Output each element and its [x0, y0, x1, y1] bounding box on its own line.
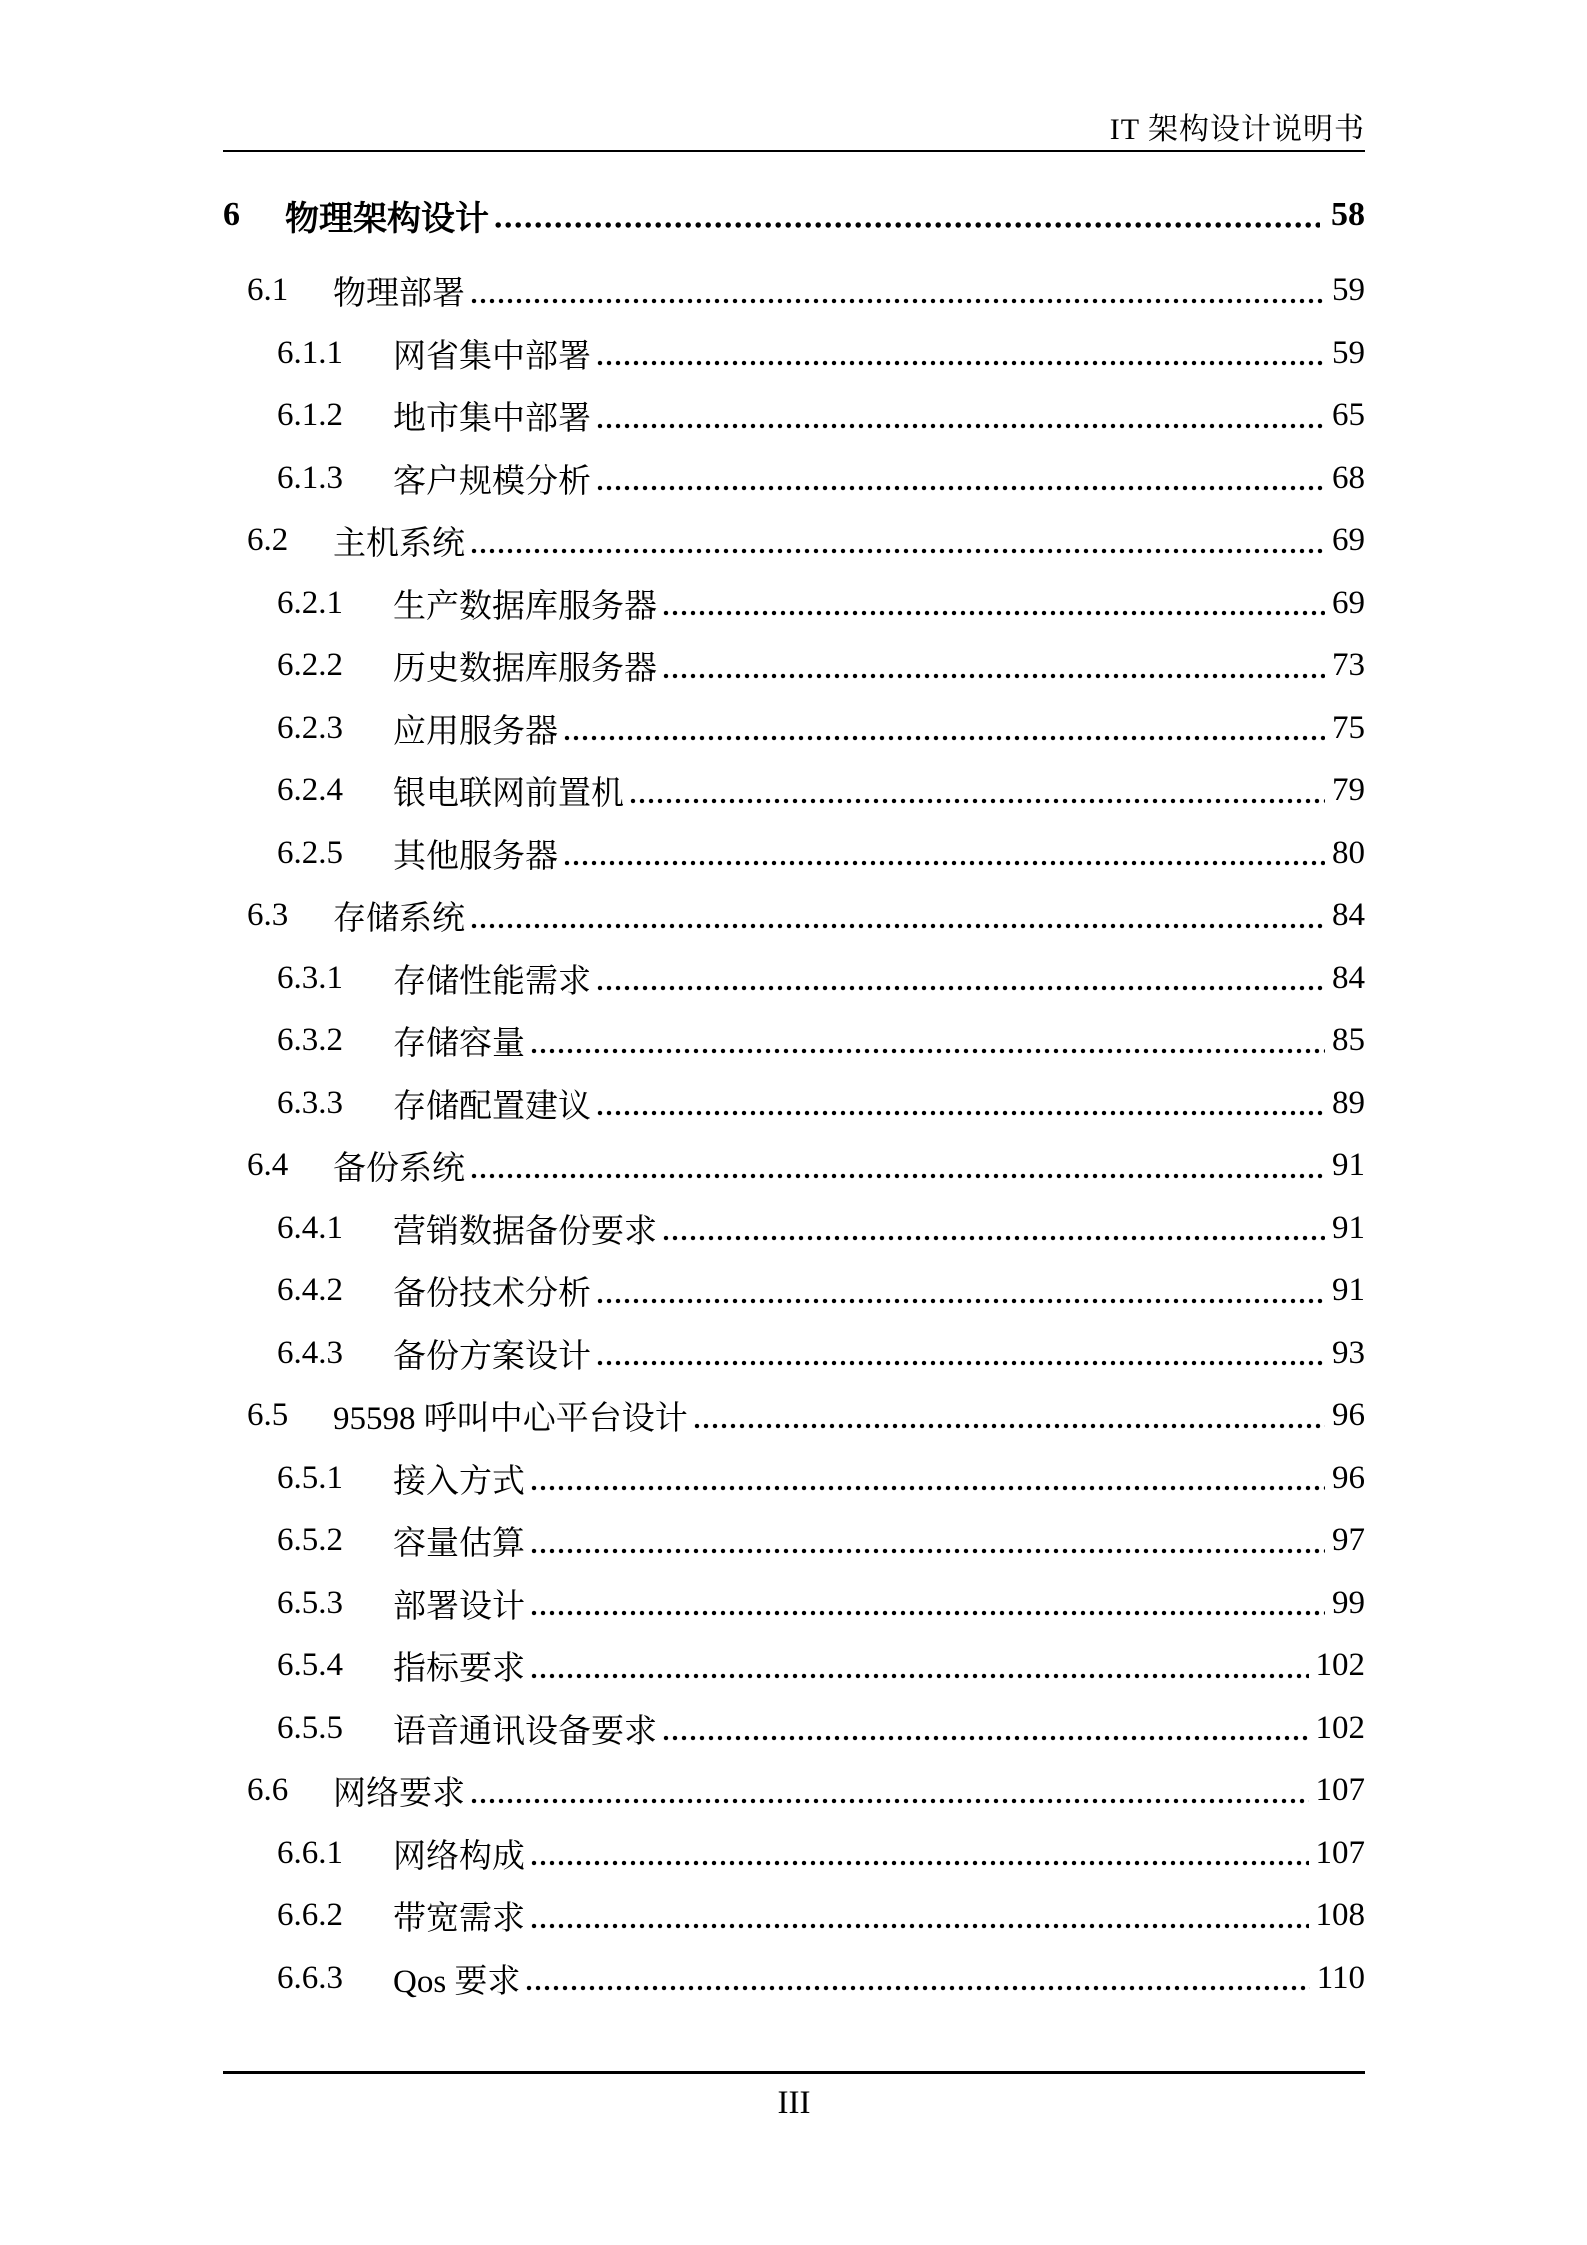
toc-entry[interactable]	[223, 822, 1365, 885]
toc-entry[interactable]	[223, 447, 1365, 510]
toc-dot-leader	[471, 1798, 1309, 1804]
toc-entry[interactable]	[223, 1260, 1365, 1323]
toc-entry-title: 存储容量	[393, 1026, 525, 1063]
toc-entry-page: 75	[1332, 709, 1365, 746]
toc-entry-number: 6.6.2	[277, 1897, 343, 1934]
toc-entry-number: 6.1	[247, 272, 289, 309]
toc-entry[interactable]	[223, 947, 1365, 1010]
toc-entry[interactable]	[223, 1385, 1365, 1448]
toc-entry-number: 6.5.2	[277, 1522, 343, 1559]
toc-entry[interactable]	[223, 1447, 1365, 1510]
toc-dot-leader	[495, 222, 1320, 229]
toc-entry-title: 客户规模分析	[393, 463, 591, 500]
toc-entry[interactable]	[223, 1697, 1365, 1760]
toc-entry-number: 6.3.1	[277, 959, 343, 996]
toc-entry-title: 应用服务器	[393, 713, 558, 750]
toc-entry-title: 网省集中部署	[393, 338, 591, 375]
toc-entry-page: 65	[1332, 397, 1365, 434]
toc-entry-number: 6.2.1	[277, 584, 343, 621]
toc-entry[interactable]	[223, 184, 1365, 247]
toc-entry[interactable]	[223, 385, 1365, 448]
toc-entry-number: 6.5	[247, 1397, 289, 1434]
toc-entry-number: 6.4.1	[277, 1209, 343, 1246]
toc-dot-leader	[531, 1485, 1325, 1491]
footer-page-number: III	[777, 2085, 811, 2121]
toc-entry-number: 6.4	[247, 1147, 289, 1184]
toc-dot-leader	[531, 1048, 1325, 1054]
toc-entry-title: 95598 呼叫中心平台设计	[333, 1401, 688, 1438]
toc-entry-title: 备份技术分析	[393, 1276, 591, 1313]
toc-entry-page: 99	[1332, 1584, 1365, 1621]
toc-entry-page: 97	[1332, 1522, 1365, 1559]
toc-entry-page: 68	[1332, 459, 1365, 496]
toc-dot-leader	[663, 1235, 1325, 1241]
toc-entry[interactable]	[223, 1510, 1365, 1573]
toc-dot-leader	[564, 860, 1325, 866]
toc-entry-page: 58	[1331, 196, 1365, 234]
page-footer	[223, 2071, 1365, 2122]
toc-entry-number: 6.5.3	[277, 1584, 343, 1621]
toc-entry-title: 备份方案设计	[393, 1338, 591, 1375]
toc-dot-leader	[597, 1360, 1325, 1366]
toc-dot-leader	[531, 1923, 1309, 1929]
toc-entry-page: 102	[1315, 1647, 1365, 1684]
toc-entry[interactable]	[223, 260, 1365, 323]
toc-dot-leader	[597, 1110, 1325, 1116]
toc-entry-page: 59	[1332, 272, 1365, 309]
table-of-contents	[223, 184, 1365, 2010]
toc-entry-title: 网络要求	[333, 1776, 465, 1813]
toc-entry-title: 存储配置建议	[393, 1088, 591, 1125]
toc-entry-page: 89	[1332, 1084, 1365, 1121]
toc-entry-number: 6.1.3	[277, 459, 343, 496]
toc-entry-page: 107	[1315, 1772, 1365, 1809]
toc-entry-number: 6.3.2	[277, 1022, 343, 1059]
toc-entry-title: 网络构成	[393, 1838, 525, 1875]
toc-entry-title: 物理架构设计	[285, 200, 489, 238]
toc-entry-page: 110	[1316, 1959, 1365, 1996]
toc-dot-leader	[531, 1673, 1309, 1679]
toc-entry[interactable]	[223, 1635, 1365, 1698]
toc-entry-number: 6.1.1	[277, 334, 343, 371]
toc-entry-page: 84	[1332, 897, 1365, 934]
toc-entry-title: 主机系统	[333, 526, 465, 563]
toc-entry-title: 接入方式	[393, 1463, 525, 1500]
toc-entry-number: 6.1.2	[277, 397, 343, 434]
toc-dot-leader	[471, 548, 1325, 554]
toc-entry[interactable]	[223, 1760, 1365, 1823]
toc-dot-leader	[471, 1173, 1325, 1179]
toc-dot-leader	[526, 1985, 1309, 1991]
toc-dot-leader	[663, 673, 1325, 679]
toc-dot-leader	[597, 360, 1325, 366]
toc-dot-leader	[597, 1298, 1325, 1304]
toc-entry[interactable]	[223, 1885, 1365, 1948]
toc-entry[interactable]	[223, 572, 1365, 635]
toc-entry[interactable]	[223, 510, 1365, 573]
toc-entry-page: 80	[1332, 834, 1365, 871]
toc-entry-page: 73	[1332, 647, 1365, 684]
toc-entry-title: 带宽需求	[393, 1901, 525, 1938]
toc-entry-page: 69	[1332, 584, 1365, 621]
toc-dot-leader	[597, 985, 1325, 991]
toc-entry-page: 69	[1332, 522, 1365, 559]
toc-entry[interactable]	[223, 1947, 1365, 2010]
toc-entry[interactable]	[223, 885, 1365, 948]
toc-entry-title: 存储系统	[333, 901, 465, 938]
toc-entry-number: 6.2.2	[277, 647, 343, 684]
toc-entry-title: Qos 要求	[393, 1963, 521, 2000]
toc-entry-page: 79	[1332, 772, 1365, 809]
toc-entry-number: 6.3	[247, 897, 289, 934]
toc-dot-leader	[531, 1610, 1325, 1616]
toc-entry-number: 6.5.4	[277, 1647, 343, 1684]
toc-entry[interactable]	[223, 1135, 1365, 1198]
toc-entry-title: 其他服务器	[393, 838, 558, 875]
toc-dot-leader	[531, 1548, 1325, 1554]
toc-entry-number: 6.5.5	[277, 1709, 343, 1746]
toc-entry-number: 6.6.1	[277, 1834, 343, 1871]
toc-entry-title: 语音通讯设备要求	[393, 1713, 657, 1750]
toc-entry-title: 容量估算	[393, 1526, 525, 1563]
toc-entry-title: 银电联网前置机	[393, 776, 624, 813]
toc-entry[interactable]	[223, 1822, 1365, 1885]
page-header	[223, 0, 1365, 152]
toc-entry-title: 指标要求	[393, 1651, 525, 1688]
toc-entry-number: 6.3.3	[277, 1084, 343, 1121]
toc-entry-title: 物理部署	[333, 276, 465, 313]
toc-dot-leader	[471, 923, 1325, 929]
toc-entry[interactable]	[223, 697, 1365, 760]
toc-entry-title: 地市集中部署	[393, 401, 591, 438]
toc-entry-page: 91	[1332, 1272, 1365, 1309]
toc-entry-number: 6	[223, 196, 240, 234]
toc-entry-page: 59	[1332, 334, 1365, 371]
toc-entry-number: 6.6.3	[277, 1959, 343, 1996]
toc-entry-page: 107	[1315, 1834, 1365, 1871]
toc-entry-page: 96	[1332, 1459, 1365, 1496]
header-title: IT 架构设计说明书	[1109, 113, 1365, 146]
toc-dot-leader	[471, 298, 1325, 304]
toc-dot-leader	[531, 1860, 1309, 1866]
toc-entry-number: 6.2.3	[277, 709, 343, 746]
toc-entry-title: 生产数据库服务器	[393, 588, 657, 625]
toc-dot-leader	[597, 485, 1325, 491]
toc-entry[interactable]	[223, 1572, 1365, 1635]
toc-entry-page: 91	[1332, 1147, 1365, 1184]
toc-entry-title: 存储性能需求	[393, 963, 591, 1000]
toc-entry-page: 96	[1332, 1397, 1365, 1434]
toc-entry-page: 102	[1315, 1709, 1365, 1746]
toc-entry-number: 6.5.1	[277, 1459, 343, 1496]
toc-dot-leader	[564, 735, 1325, 741]
toc-entry-number: 6.2.5	[277, 834, 343, 871]
toc-entry[interactable]	[223, 1197, 1365, 1260]
toc-entry-page: 91	[1332, 1209, 1365, 1246]
toc-entry-title: 备份系统	[333, 1151, 465, 1188]
toc-entry[interactable]	[223, 760, 1365, 823]
toc-entry-page: 85	[1332, 1022, 1365, 1059]
toc-dot-leader	[663, 610, 1325, 616]
toc-dot-leader	[630, 798, 1325, 804]
toc-dot-leader	[663, 1735, 1309, 1741]
toc-entry-number: 6.2	[247, 522, 289, 559]
toc-entry-title: 历史数据库服务器	[393, 651, 657, 688]
toc-entry-title: 营销数据备份要求	[393, 1213, 657, 1250]
toc-entry-number: 6.2.4	[277, 772, 343, 809]
toc-entry-number: 6.4.2	[277, 1272, 343, 1309]
toc-dot-leader	[597, 423, 1325, 429]
toc-entry[interactable]	[223, 1322, 1365, 1385]
toc-entry[interactable]	[223, 1010, 1365, 1073]
toc-entry[interactable]	[223, 635, 1365, 698]
toc-entry[interactable]	[223, 322, 1365, 385]
toc-entry-number: 6.6	[247, 1772, 289, 1809]
toc-entry-number: 6.4.3	[277, 1334, 343, 1371]
toc-entry-page: 84	[1332, 959, 1365, 996]
toc-dot-leader	[694, 1423, 1325, 1429]
toc-entry[interactable]	[223, 1072, 1365, 1135]
toc-entry-title: 部署设计	[393, 1588, 525, 1625]
toc-entry-page: 108	[1315, 1897, 1365, 1934]
toc-entry-page: 93	[1332, 1334, 1365, 1371]
